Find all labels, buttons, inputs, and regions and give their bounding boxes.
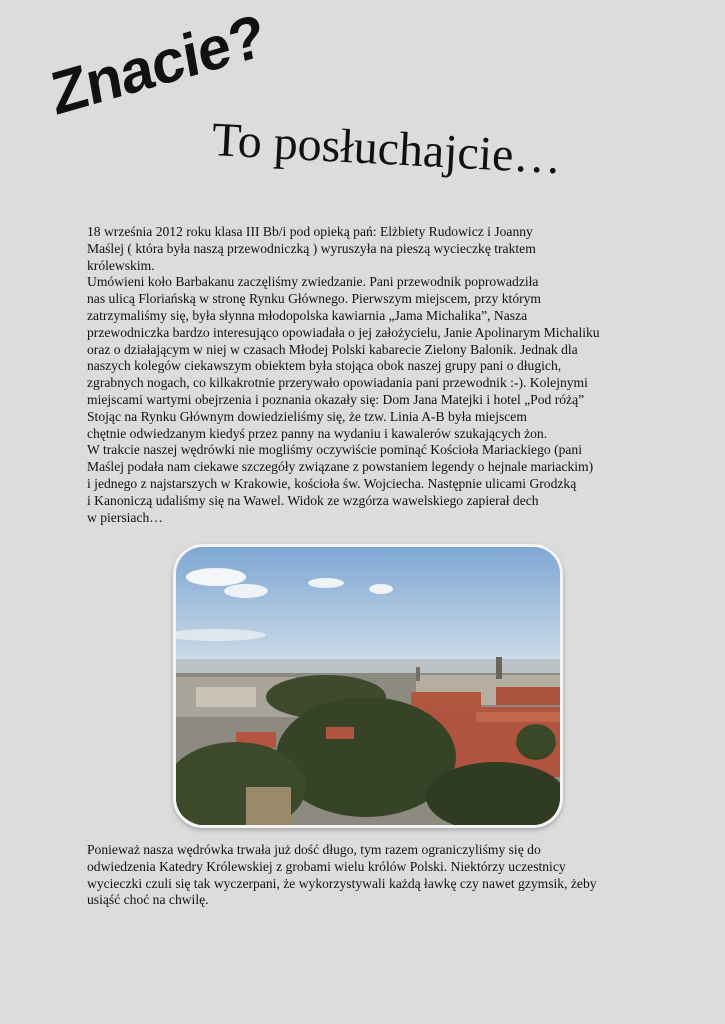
city-panorama-photo [173, 544, 563, 828]
heading-line-1: Znacie? [46, 1, 270, 129]
heading-line-2: To posłuchajcie… [210, 113, 563, 185]
article-text-top: 18 września 2012 roku klasa III Bb/i pod opieką pań: Elżbiety Rudowicz i Joanny Maślej ( która była naszą przewodniczką ) wyruszyła na pieszą wycieczkę traktem królewskim. Umówieni koło Barbakanu zaczęliśmy zwiedzanie. Pani przewodnik poprowadziła nas ulicą Floriańską w stronę Rynku Głównego. Pierwszym miejscem, przy którym zatrzymaliśmy się, była słynna młodopolska kawiarnia „Jama Michalika”, Nasza przewodniczka bardzo interesująco opowiadała o jej założycielu, Janie Apolinarym Michaliku oraz o działającym w niej w czasach Młodej Polski kabarecie Zielony Balonik. Jednak dla naszych kolegów ciekawszym obiektem była stojąca obok naszej grupy pani o długich, zgrabnych nogach, co kilkakrotnie przerywało opowiadania pani przewodnik :-). Kolejnymi miejscami wartymi obejrzenia i poznania okazały się: Dom Jana Matejki i hotel „Pod różą” Stojąc na Rynku Głównym dowiedzieliśmy się, że tzw. Linia A-B była miejscem chętnie odwiedzanym kiedyś przez panny na wydaniu i kawalerów szukających żon. W trakcie naszej wędrówki nie mogliśmy oczywiście pominąć Kościoła Mariackiego (pani Maślej podała nam ciekawe szczegóły związane z powstaniem legendy o hejnale mariackim) i jednego z najstarszych w Krakowie, kościoła św. Wojciecha. Następnie ulicami Grodzką i Kanoniczą udaliśmy się na Wawel. Widok ze wzgórza wawelskiego zapierał dech w piersiach… [87, 224, 600, 525]
article-text-bottom: Ponieważ nasza wędrówka trwała już dość długo, tym razem ograniczyliśmy się do odwiedzenia Katedry Królewskiej z grobami wielu królów Polski. Niektórzy uczestnicy wycieczki czuli się tak wyczerpani, że wykorzystywali każdą ławkę czy nawet gzymsik, żeby usiąść choć na chwilę. [87, 842, 597, 908]
